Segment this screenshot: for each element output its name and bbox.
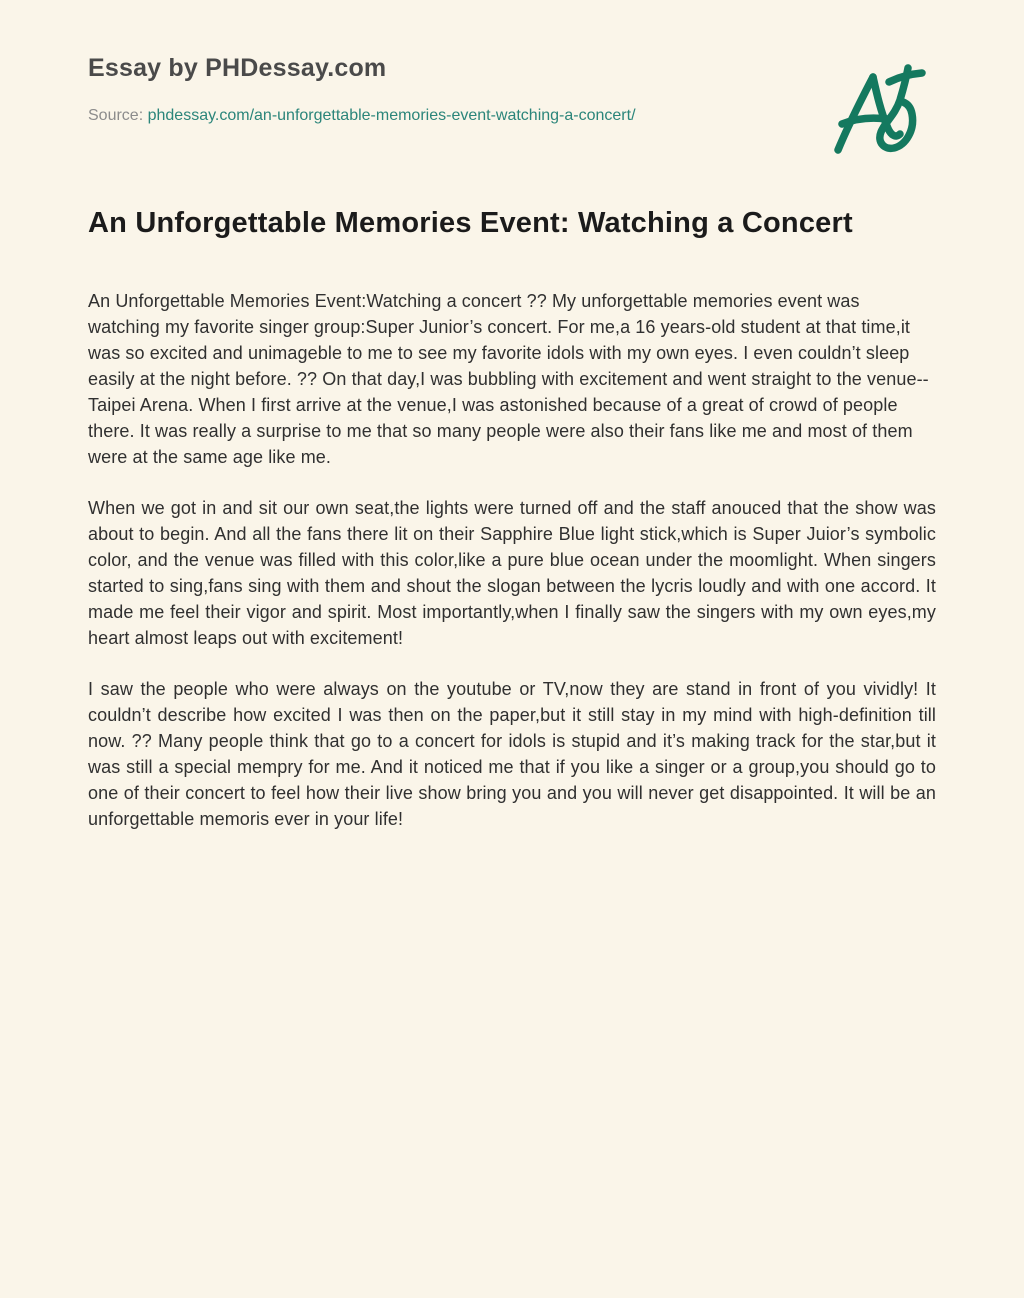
essay-title: An Unforgettable Memories Event: Watching a Concert [88,207,853,239]
page-header [88,50,936,160]
essay-paragraph-1: An Unforgettable Memories Event:Watching a concert ?? My unforgettable memories event was watching my favorite singer group:Super Junior’s concert. For me,a 16 years-old student at that time,it was so excited and unimageble to me to see my favorite idols with my own eyes. I even couldn’t sleep easily at the night before. ?? On that day,I was bubbling with excitement and went straight to the venue--Taipei Arena. When I first arrive at the venue,I was astonished because of a great of crowd of people there. It was really a surprise to me that so many people were also their fans like me and most of them were at the same age like me. [88,291,929,467]
byline: Essay by PHDessay.com [88,54,387,82]
header-text-block [88,50,636,125]
essay-body [88,288,936,832]
essay-paragraph-2: When we got in and sit our own seat,the lights were turned off and the staff anouced that the show was about to begin. And all the fans there lit on their Sapphire Blue light stick,which is Super Juior’s symbolic color, and the venue was filled with this color,like a pure blue ocean under the moomlight. When singers started to sing,fans sing with them and shout the slogan between the lycris loudly and with one accord. It made me feel their vigor and spirit. Most importantly,when I finally saw the singers with my own eyes,my heart almost leaps out with excitement! [88,498,936,648]
source-link[interactable]: phdessay.com/an-unforgettable-memories-event-watching-a-concert/ [147,107,636,124]
essay-paragraph-3: I saw the people who were always on the youtube or TV,now they are stand in front of you vividly! It couldn’t describe how excited I was then on the paper,but it still stay in my mind with high-definition till now. ?? Many people think that go to a concert for idols is stupid and it’s making track for the star,but it was still a special mempry for me. And it noticed me that if you like a singer or a group,you should go to one of their concert to feel how their live show bring you and you will never get disappointed. It will be an unforgettable memoris ever in your life! [88,679,936,829]
phdessay-a-plus-logo-icon [826,60,926,160]
source-line [88,107,636,125]
source-label: Source: [88,107,148,124]
